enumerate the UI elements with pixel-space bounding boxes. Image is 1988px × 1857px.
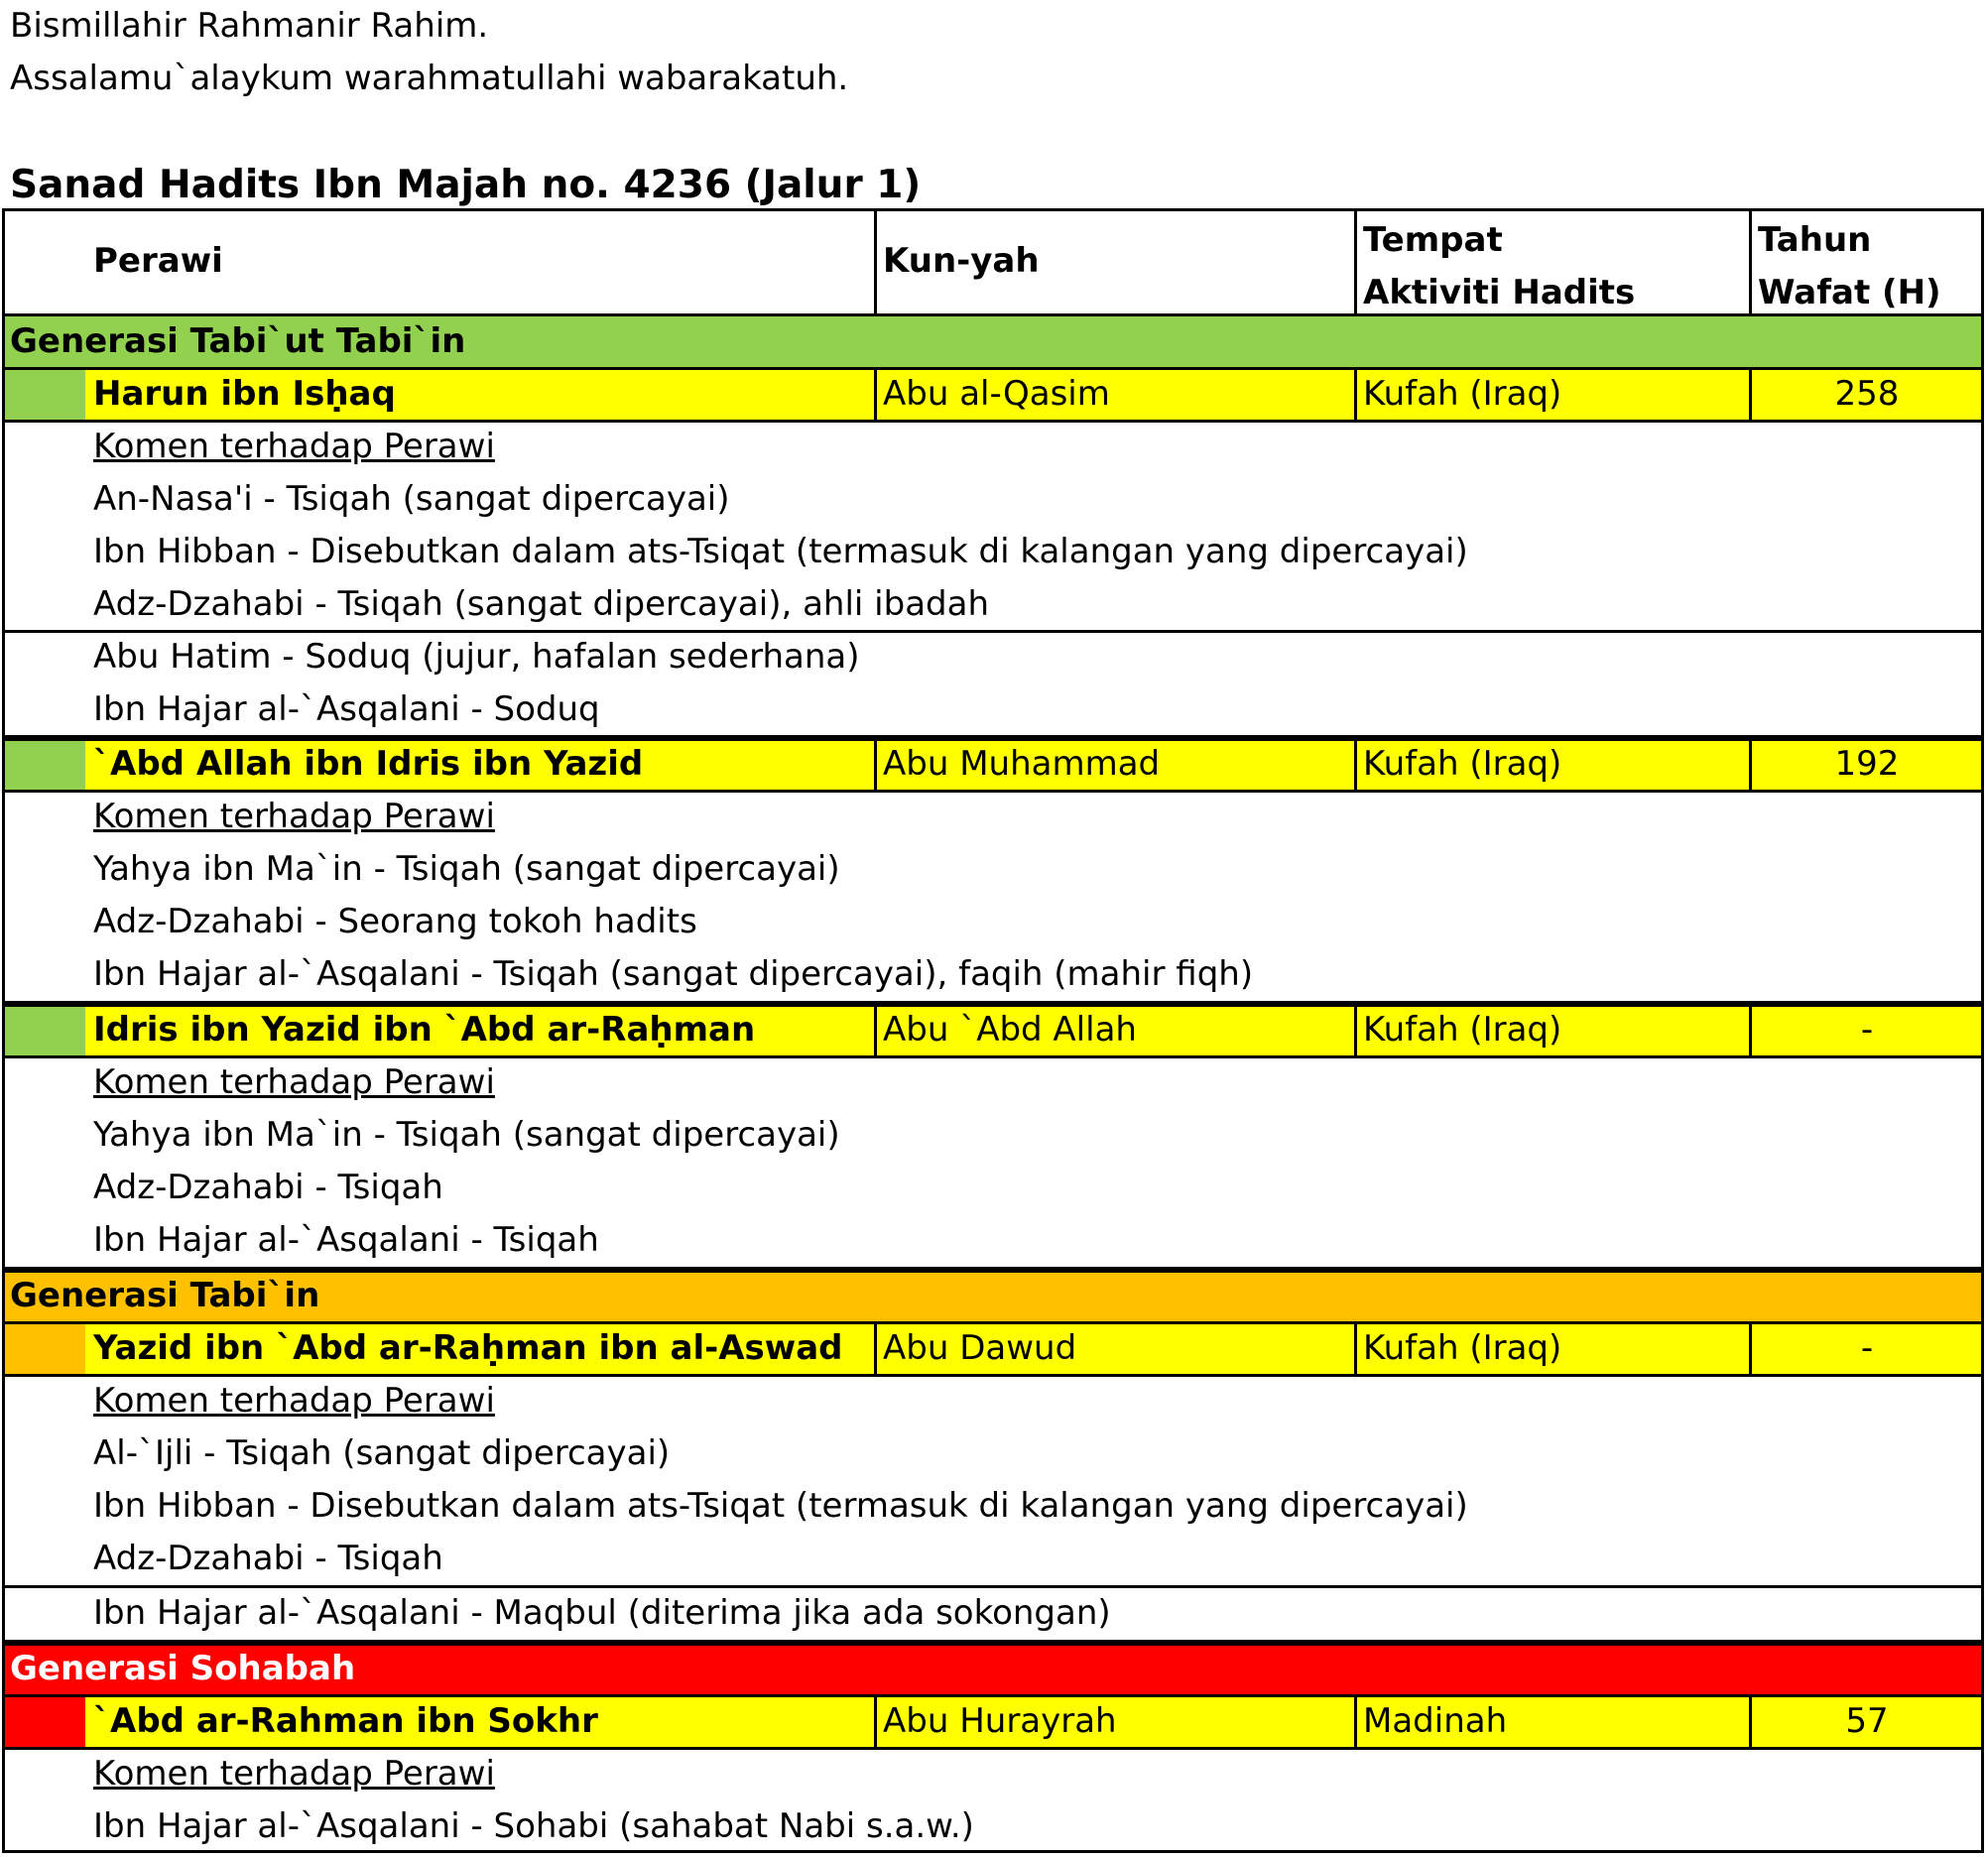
- komen-label: Komen terhadap Perawi: [93, 427, 495, 466]
- generation-row-sohabah: Generasi Sohabah: [2, 1643, 1984, 1695]
- border-line: [2, 1055, 1984, 1058]
- narrator-kunyah: Abu Muhammad: [883, 744, 1161, 784]
- komen-item: Ibn Hajar al-`Asqalani - Tsiqah (sangat dipercayai), faqih (mahir fiqh): [93, 954, 1254, 994]
- narrator-row: [2, 1004, 1984, 1056]
- header-tempat-line1: Tempat: [1363, 220, 1503, 260]
- border-line: [2, 735, 1984, 741]
- header-perawi: Perawi: [93, 241, 223, 281]
- komen-item: Abu Hatim - Soduq (jujur, hafalan sederhana): [93, 637, 860, 677]
- narrator-tempat: Kufah (Iraq): [1363, 1328, 1562, 1368]
- narrator-tahun: -: [1860, 1328, 1874, 1368]
- narrator-kunyah: Abu al-Qasim: [883, 374, 1110, 414]
- komen-item: Yahya ibn Ma`in - Tsiqah (sangat dipercayai): [93, 849, 840, 889]
- border-line: [1354, 738, 1357, 791]
- narrator-tahun: 57: [1845, 1701, 1889, 1741]
- border-line: [2, 790, 1984, 793]
- border-line: [2, 420, 1984, 423]
- border-line: [2, 1321, 1984, 1324]
- narrator-row: [2, 1322, 1984, 1375]
- komen-item: Ibn Hibban - Disebutkan dalam ats-Tsiqat (termasuk di kalangan yang dipercayai): [93, 1486, 1468, 1526]
- border-line: [1354, 1004, 1357, 1056]
- border-line: [1354, 210, 1357, 315]
- border-line: [1354, 1695, 1357, 1748]
- komen-item: Al-`Ijli - Tsiqah (sangat dipercayai): [93, 1433, 671, 1473]
- page-title: Sanad Hadits Ibn Majah no. 4236 (Jalur 1): [10, 163, 922, 207]
- generation-marker: [2, 738, 85, 791]
- narrator-tahun: 258: [1834, 374, 1900, 414]
- border-line: [874, 1004, 877, 1056]
- narrator-kunyah: Abu `Abd Allah: [883, 1010, 1137, 1050]
- border-line: [2, 208, 1984, 211]
- border-line: [2, 1747, 1984, 1750]
- header-tahun-line1: Tahun: [1758, 220, 1872, 260]
- komen-item: Ibn Hajar al-`Asqalani - Maqbul (diterima jika ada sokongan): [93, 1593, 1111, 1633]
- komen-label: Komen terhadap Perawi: [93, 1062, 495, 1102]
- komen-item: Adz-Dzahabi - Tsiqah (sangat dipercayai), ahli ibadah: [93, 584, 989, 624]
- header-tahun-line2: Wafat (H): [1758, 273, 1941, 312]
- narrator-name: Harun ibn Isḥaq: [93, 374, 396, 414]
- border-line: [1749, 1322, 1752, 1375]
- komen-item: Ibn Hajar al-`Asqalani - Tsiqah: [93, 1220, 599, 1260]
- greeting-line-1: Bismillahir Rahmanir Rahim.: [10, 6, 489, 46]
- border-line: [1354, 368, 1357, 421]
- narrator-name: `Abd ar-Rahman ibn Sokhr: [93, 1701, 598, 1741]
- komen-item: Adz-Dzahabi - Seorang tokoh hadits: [93, 902, 697, 941]
- border-line: [2, 1001, 1984, 1007]
- narrator-row: [2, 368, 1984, 421]
- komen-label: Komen terhadap Perawi: [93, 1381, 495, 1421]
- border-line: [2, 1850, 1984, 1853]
- border-line: [2, 313, 1984, 316]
- komen-item: Adz-Dzahabi - Tsiqah: [93, 1168, 443, 1207]
- header-kunyah: Kun-yah: [883, 241, 1040, 281]
- header-tahun: [1750, 210, 1984, 315]
- border-line: [874, 368, 877, 421]
- generation-marker: [2, 1322, 85, 1375]
- komen-item: Yahya ibn Ma`in - Tsiqah (sangat dipercayai): [93, 1115, 840, 1155]
- border-line: [1749, 210, 1752, 315]
- narrator-tempat: Kufah (Iraq): [1363, 744, 1562, 784]
- border-line: [1749, 738, 1752, 791]
- border-line: [874, 738, 877, 791]
- narrator-kunyah: Abu Hurayrah: [883, 1701, 1117, 1741]
- border-line: [2, 1640, 1984, 1646]
- table-header: [2, 210, 1984, 315]
- border-line: [1354, 1322, 1357, 1375]
- narrator-row: [2, 738, 1984, 791]
- border-line: [2, 1374, 1984, 1377]
- narrator-tempat: Kufah (Iraq): [1363, 374, 1562, 414]
- border-line: [2, 630, 1984, 633]
- narrator-name: `Abd Allah ibn Idris ibn Yazid: [93, 744, 644, 784]
- border-line: [2, 208, 5, 1853]
- narrator-row: [2, 1695, 1984, 1748]
- generation-row-tabiut-tabiin: Generasi Tabi`ut Tabi`in: [2, 315, 1984, 368]
- komen-item: Ibn Hajar al-`Asqalani - Sohabi (sahabat Nabi s.a.w.): [93, 1806, 974, 1846]
- narrator-tahun: 192: [1834, 744, 1900, 784]
- narrator-kunyah: Abu Dawud: [883, 1328, 1077, 1368]
- border-line: [1749, 1695, 1752, 1748]
- komen-item: An-Nasa'i - Tsiqah (sangat dipercayai): [93, 479, 730, 519]
- border-line: [874, 210, 877, 315]
- border-line: [1981, 208, 1984, 1853]
- komen-label: Komen terhadap Perawi: [93, 1754, 495, 1794]
- narrator-name: Yazid ibn `Abd ar-Raḥman ibn al-Aswad: [93, 1328, 843, 1368]
- narrator-tempat: Kufah (Iraq): [1363, 1010, 1562, 1050]
- greeting-line-2: Assalamu`alaykum warahmatullahi wabarakatuh.: [10, 59, 849, 98]
- narrator-name: Idris ibn Yazid ibn `Abd ar-Raḥman: [93, 1010, 756, 1050]
- generation-marker: [2, 1004, 85, 1056]
- komen-item: Ibn Hajar al-`Asqalani - Soduq: [93, 689, 600, 729]
- border-line: [2, 1694, 1984, 1697]
- sanad-table: [2, 210, 1984, 1853]
- border-line: [1749, 1004, 1752, 1056]
- generation-marker: [2, 1695, 85, 1748]
- border-line: [1749, 368, 1752, 421]
- border-line: [2, 1267, 1984, 1273]
- narrator-tahun: -: [1860, 1010, 1874, 1050]
- komen-item: Adz-Dzahabi - Tsiqah: [93, 1539, 443, 1578]
- header-tempat-line2: Aktiviti Hadits: [1363, 273, 1636, 312]
- komen-item: Ibn Hibban - Disebutkan dalam ats-Tsiqat (termasuk di kalangan yang dipercayai): [93, 532, 1468, 571]
- generation-row-tabiin: Generasi Tabi`in: [2, 1270, 1984, 1322]
- border-line: [874, 1695, 877, 1748]
- border-line: [2, 1585, 1984, 1588]
- border-line: [874, 1322, 877, 1375]
- generation-marker: [2, 368, 85, 421]
- narrator-tempat: Madinah: [1363, 1701, 1508, 1741]
- komen-label: Komen terhadap Perawi: [93, 797, 495, 836]
- border-line: [2, 367, 1984, 370]
- header-tempat: [1355, 210, 1750, 315]
